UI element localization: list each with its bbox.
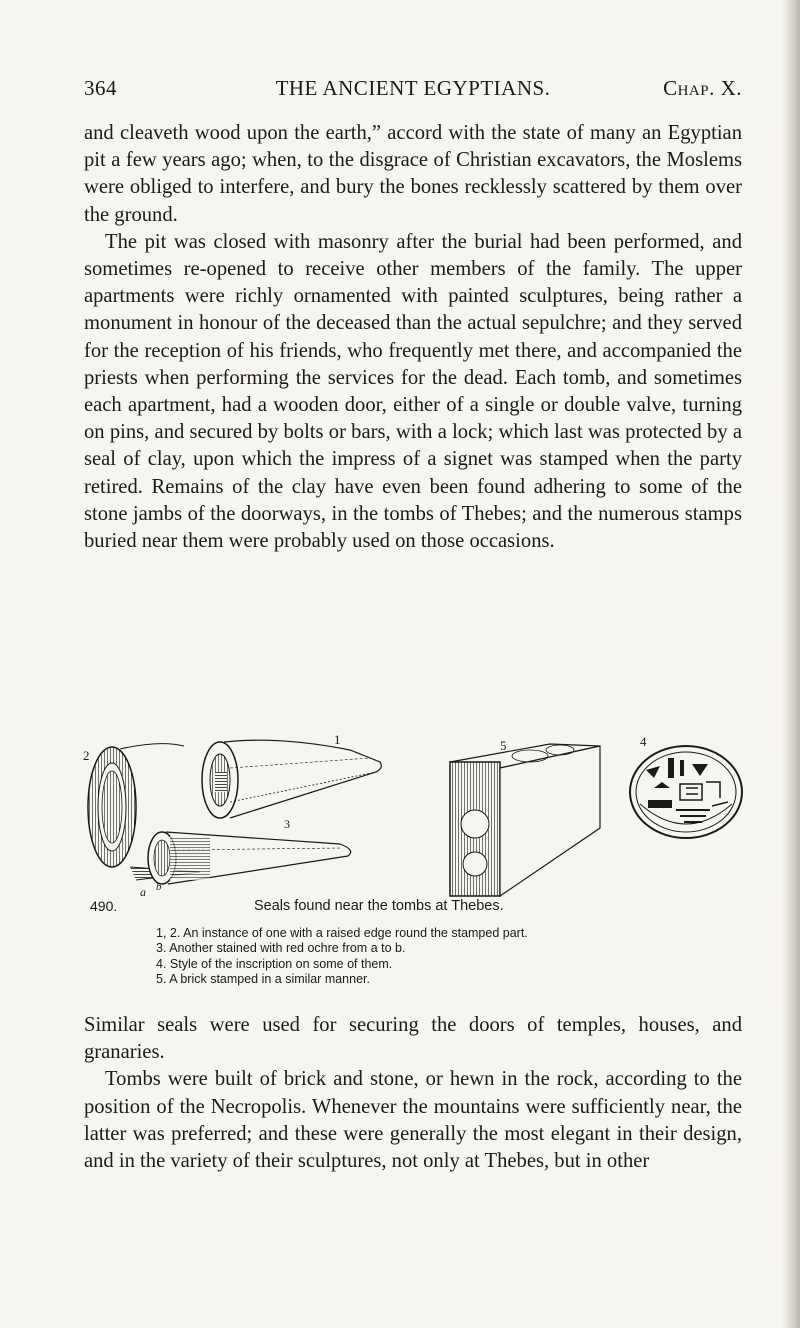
running-title: THE ANCIENT EGYPTIANS.: [275, 76, 551, 100]
figure-label-1: 1: [334, 732, 341, 747]
paragraph: and cleaveth wood upon the earth,” accord with the state of many an Egyptian pit a few years ago; when, to the disgrace of Christian excavators, the Moslems were obliged to interfere, and bury the bones recklessly scattered by them over the ground.: [84, 122, 742, 226]
page-edge-shadow: [782, 0, 800, 1328]
page-number: 364: [84, 76, 117, 100]
seals-figure: [80, 732, 750, 908]
figure-label-4: 4: [640, 734, 647, 749]
paragraph: Tombs were built of brick and stone, or hewn in the rock, according to the position of the Necropolis. Whenever the mountains were sufficiently near, the latter was preferred; and these were generally the most elegant in their design, and in the variety of their sculptures, not only at Thebes, but in other: [84, 1068, 742, 1173]
caption-line: 1, 2. An instance of one with a raised edge round the stamped part.: [156, 926, 528, 940]
body-text-top: [84, 120, 742, 555]
running-header: [84, 76, 742, 102]
figure-title: Seals found near the tombs at Thebes.: [254, 898, 504, 914]
seal-4-inscription-drawing: [630, 746, 742, 838]
figure-number: 490.: [90, 898, 118, 914]
caption-line: 4. Style of the inscription on some of them.: [156, 956, 393, 971]
body-text-bottom: [84, 1012, 742, 1175]
figure-label-5: 5: [500, 738, 507, 753]
seals-illustration: [80, 732, 750, 908]
seal-5-drawing: [450, 744, 600, 896]
figure-label-b: b: [156, 881, 162, 893]
caption-line: 5. A brick stamped in a similar manner.: [156, 972, 370, 987]
caption-line: 3. Another stained with red ochre from a to b.: [156, 941, 406, 956]
figure-caption: [156, 926, 528, 988]
chapter-label: Chap. X.: [663, 76, 742, 100]
seal-1-drawing: [202, 740, 381, 818]
figure-label-a: a: [140, 885, 146, 899]
seal-3-drawing: [148, 832, 351, 884]
paragraph: Similar seals were used for securing the doors of temples, houses, and granaries.: [84, 1014, 742, 1064]
paragraph: The pit was closed with masonry after the burial had been performed, and sometimes re-opened to receive other members of the family. The upper apartments were richly ornamented with painted sculptures, being rather a monument in honour of the deceased than the actual sepulchre; and they served for the reception of his friends, who frequently met there, and accompanied the priests when performing the services for the dead. Each tomb, and sometimes each apartment, had a wooden door, either of a single or double valve, turning on pins, and secured by bolts or bars, with a lock; which last was protected by a seal of clay, upon which the impress of a signet was stamped when the party retired. Remains of the clay have even been found adhering to some of the stone jambs of the doorways, in the tombs of Thebes; and the numerous stamps buried near them were probably used on those occasions.: [84, 230, 742, 553]
figure-label-3: 3: [284, 817, 290, 831]
figure-label-2: 2: [83, 748, 90, 763]
